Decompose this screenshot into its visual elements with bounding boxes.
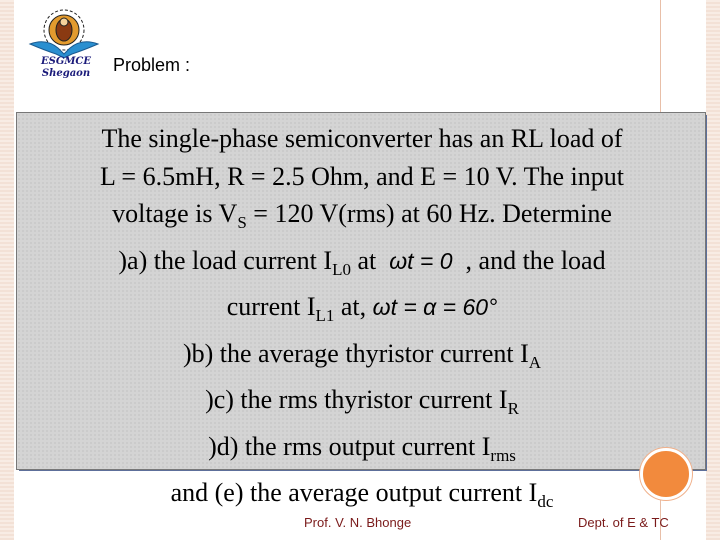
equation-wt-zero: ωt = 0 [389,247,453,274]
slide-title: Problem : [113,55,191,75]
subscript-l1: L1 [315,306,335,325]
problem-line-4-text-c: , and the load [465,245,606,275]
subscript-r: R [507,399,519,418]
logo-line2: Shegaon [41,68,91,79]
problem-line-8-text: )d) the rms output current I [208,431,491,461]
problem-line-9-text: and (e) the average output current I [170,478,538,507]
problem-line-1-text: The single-phase semiconverter has an RL load of [101,124,623,153]
problem-line-4-text-b: at [350,245,377,275]
problem-line-6 [18,335,706,382]
problem-line-7-text: )c) the rms thyristor current I [205,385,508,414]
orange-circle-decor [640,448,692,500]
problem-statement [18,120,706,521]
equation-wt-alpha: ωt = α = 60° [372,294,498,320]
subscript-a: A [528,352,542,372]
problem-line-1 [18,120,706,158]
problem-line-4-text-a: )a) the load current I [118,245,333,275]
subscript-l0: L0 [332,259,351,279]
subscript-rms: rms [490,445,516,465]
problem-line-3 [18,195,706,242]
problem-line-3-text-a: voltage is V [112,199,238,228]
problem-line-5 [18,288,706,335]
footer-department: Dept. of E & TC [578,515,669,530]
problem-line-3-text-b: = 120 V(rms) at 60 Hz. Determine [246,199,612,228]
problem-line-8 [18,428,706,475]
left-decor-bar [0,0,14,540]
logo-caption [34,56,98,80]
problem-line-7 [18,381,706,428]
subscript-s: S [237,213,247,232]
problem-line-2-text: L = 6.5mH, R = 2.5 Ohm, and E = 10 V. The input [99,161,625,191]
problem-line-2 [18,158,706,196]
problem-line-5-text-b: at, [334,292,367,321]
subscript-dc: dc [537,492,554,511]
problem-line-4 [18,242,706,289]
footer-author: Prof. V. N. Bhonge [304,515,412,530]
problem-line-9 [18,474,706,521]
problem-line-6-text: )b) the average thyristor current I [182,338,529,368]
problem-line-5-text-a: current I [226,292,316,321]
right-decor-bar [706,0,720,540]
logo-line1: ESGMCE [40,56,92,67]
